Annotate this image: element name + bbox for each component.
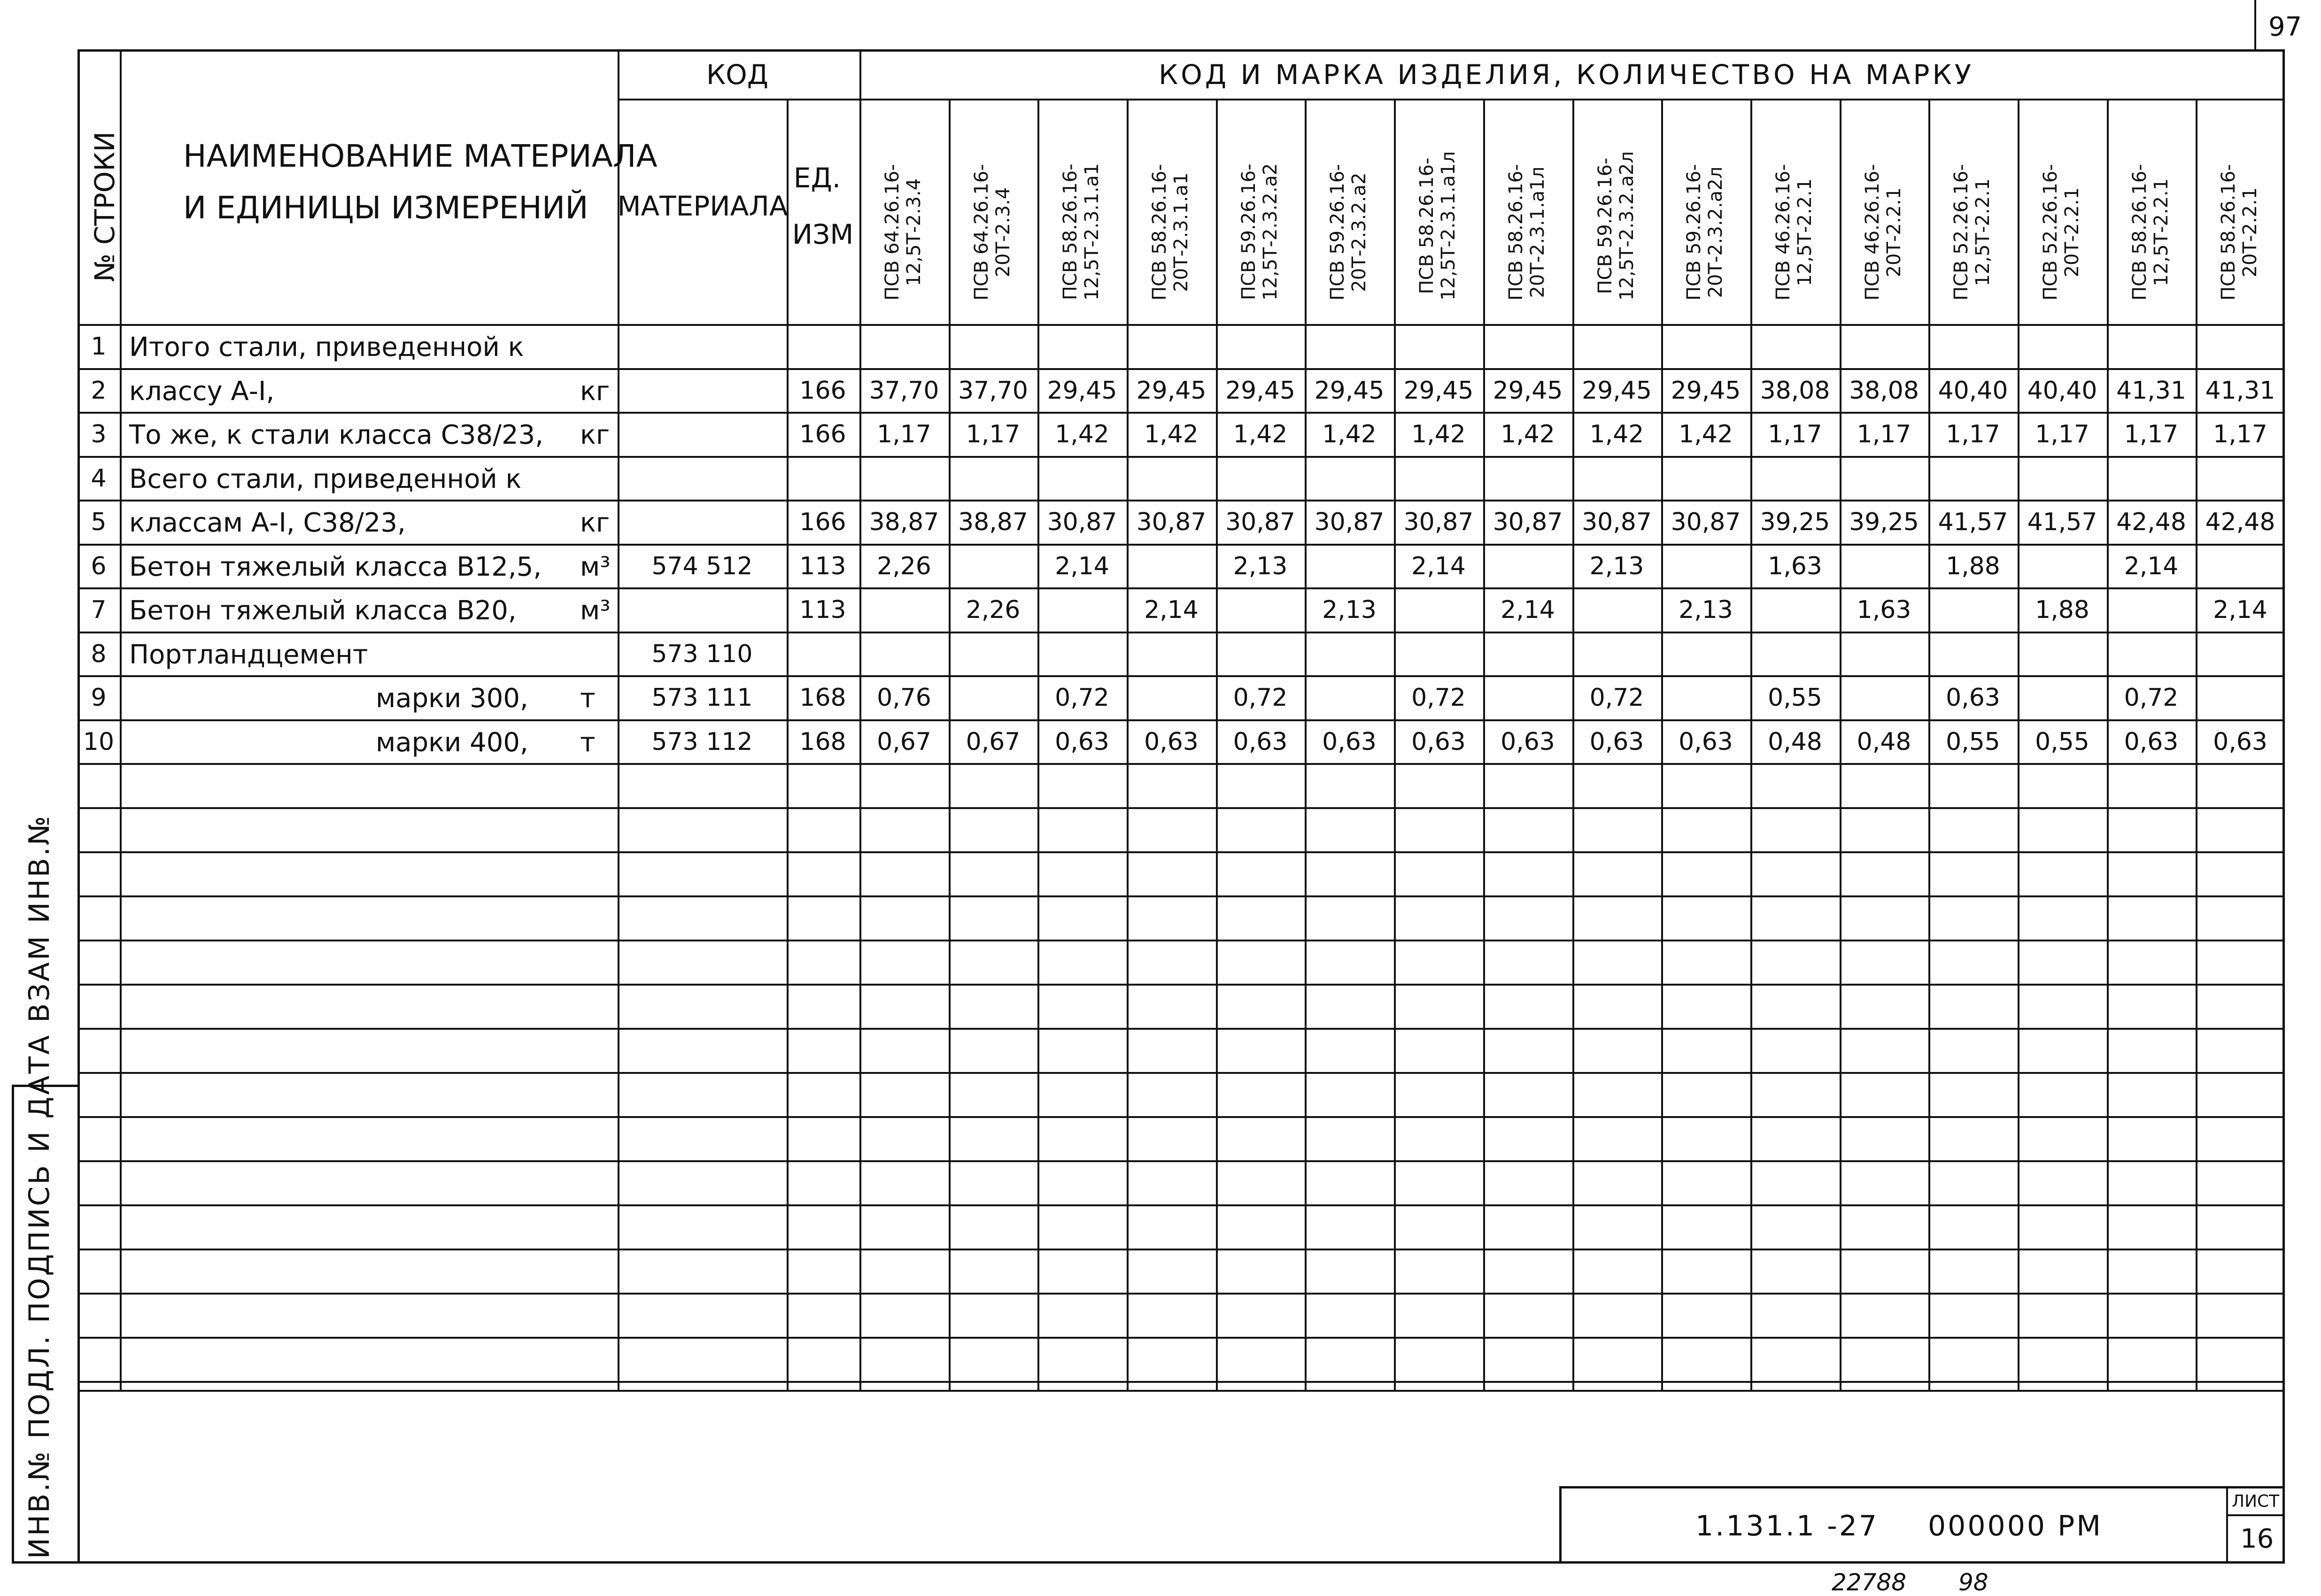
- row-value: 0,72: [1055, 684, 1109, 712]
- row-number: 8: [91, 640, 107, 668]
- header-name-line2: И ЕДИНИЦЫ ИЗМЕРЕНИЙ: [183, 190, 588, 226]
- header-kod: КОД: [706, 59, 769, 91]
- product-code-line: ПСВ 52.26.16-: [1950, 164, 1972, 301]
- row-value: 0,63: [1144, 728, 1199, 756]
- empty-row-line: [77, 1337, 2285, 1339]
- product-code-header: [2218, 164, 2261, 301]
- row-value: 38,87: [958, 508, 1028, 536]
- row-unit-code: 113: [799, 596, 846, 624]
- row-value: 29,45: [1047, 377, 1117, 405]
- row-name: классу А-I,: [129, 376, 275, 407]
- row-value: 2,13: [1322, 596, 1377, 624]
- row-number: 6: [91, 552, 107, 580]
- col-line-product: [2107, 99, 2109, 1390]
- row-value: 2,26: [966, 596, 1021, 624]
- row-value: 0,63: [1055, 728, 1109, 756]
- product-code-line: 20Т-2.2.1: [2239, 187, 2261, 278]
- row-value: 1,42: [1144, 420, 1199, 448]
- empty-row-line: [77, 851, 2285, 853]
- product-code-line: ПСВ 59.26.16-: [1238, 163, 1260, 301]
- col-line-product: [1572, 99, 1574, 1390]
- row-value: 30,87: [1314, 508, 1385, 536]
- row-value: 30,87: [1582, 508, 1652, 536]
- empty-row-line: [77, 1381, 2285, 1383]
- row-unit-label: т: [580, 727, 596, 758]
- row-value: 0,63: [1322, 728, 1377, 756]
- row-value: 0,72: [1411, 684, 1466, 712]
- header-unit-line1: ЕД.: [793, 162, 841, 194]
- row-value: 1,42: [1589, 420, 1644, 448]
- row-number: 1: [91, 332, 107, 361]
- row-value: 1,17: [2124, 420, 2179, 448]
- row-value: 1,17: [877, 420, 931, 448]
- empty-row-line: [77, 1204, 2285, 1206]
- row-value: 0,67: [877, 728, 931, 756]
- product-code-line: 12,5Т-2.2.1: [1794, 178, 1816, 286]
- row-value: 2,13: [1589, 552, 1644, 580]
- col-line-product: [1394, 99, 1396, 1390]
- row-line: [77, 719, 2285, 721]
- row-value: 37,70: [869, 377, 939, 405]
- row-value: 1,17: [1946, 420, 2000, 448]
- product-code-header: [1416, 151, 1459, 301]
- product-code-line: 12,5Т-2.3.2.а2л: [1616, 151, 1638, 301]
- col-line-product: [2196, 99, 2197, 1390]
- row-value: 0,63: [2124, 728, 2179, 756]
- row-value: 0,63: [1233, 728, 1288, 756]
- row-value: 0,72: [2124, 684, 2179, 712]
- row-name: классам А-I, С38/23,: [129, 508, 406, 538]
- product-code-line: 20Т-2.3.1.а1л: [1527, 166, 1548, 298]
- row-value: 2,26: [877, 552, 931, 580]
- col-line-material: [787, 99, 789, 1390]
- product-code-line: 12,5Т-2.3.1.а1л: [1438, 151, 1459, 301]
- product-code-line: 20Т-2.2.1: [2061, 187, 2083, 278]
- side-stamp: ИНВ.№ ПОДЛ. ПОДПИСЬ И ДАТА ВЗАМ ИНВ.№: [23, 814, 56, 1559]
- row-value: 30,87: [1403, 508, 1474, 536]
- row-value: 1,17: [2213, 420, 2267, 448]
- row-line: [77, 368, 2285, 370]
- row-value: 1,42: [1501, 420, 1555, 448]
- title-block-sheet-line: [2226, 1514, 2285, 1516]
- row-name: марки 400,: [376, 727, 528, 758]
- row-value: 1,42: [1233, 420, 1288, 448]
- col-line-product: [1840, 99, 1841, 1390]
- row-value: 1,63: [1857, 596, 1911, 624]
- col-line-product: [1483, 99, 1485, 1390]
- row-value: 2,14: [2124, 552, 2179, 580]
- product-code-line: 12,5Т-2.3.4: [903, 178, 925, 286]
- row-number: 3: [91, 420, 107, 448]
- row-unit-code: 166: [799, 420, 846, 448]
- row-value: 30,87: [1047, 508, 1117, 536]
- row-number: 5: [91, 508, 107, 536]
- product-code-line: ПСВ 64.26.16-: [882, 164, 903, 301]
- product-code-header: [1238, 163, 1281, 301]
- product-code-header: [971, 164, 1014, 301]
- product-code-header: [1772, 164, 1816, 301]
- product-code-line: 12,5Т-2.3.2.а2: [1259, 163, 1281, 301]
- row-value: 0,63: [1679, 728, 1733, 756]
- empty-row-line: [77, 1293, 2285, 1295]
- product-code-header: [1327, 164, 1370, 301]
- product-code-line: ПСВ 59.26.16-: [1327, 164, 1348, 301]
- product-code-line: 12,5Т-2.2.1: [1972, 178, 1994, 286]
- row-value: 1,42: [1679, 420, 1733, 448]
- empty-row-line: [77, 940, 2285, 941]
- row-unit-code: 168: [799, 684, 846, 712]
- row-value: 29,45: [1671, 377, 1741, 405]
- row-number: 2: [91, 377, 107, 405]
- row-value: 41,57: [2027, 508, 2097, 536]
- row-value: 1,42: [1322, 420, 1377, 448]
- header-material: МАТЕРИАЛА: [617, 190, 788, 222]
- row-line: [77, 456, 2285, 458]
- row-value: 30,87: [1493, 508, 1563, 536]
- row-unit-label: кг: [580, 508, 610, 538]
- product-code-line: ПСВ 52.26.16-: [2040, 164, 2061, 301]
- col-line-product: [1127, 99, 1129, 1390]
- title-block: [1559, 1486, 2285, 1564]
- bottom-note-id: 22788: [1832, 1569, 1907, 1596]
- row-value: 38,87: [869, 508, 939, 536]
- row-value: 42,48: [2116, 508, 2186, 536]
- product-code-line: ПСВ 46.26.16-: [1772, 164, 1794, 301]
- row-value: 2,14: [1144, 596, 1199, 624]
- row-value: 2,13: [1679, 596, 1733, 624]
- product-code-line: 20Т-2.3.2.а2: [1348, 172, 1370, 292]
- sheet-number: 16: [2240, 1524, 2274, 1554]
- row-value: 29,45: [1582, 377, 1652, 405]
- row-name: Бетон тяжелый класса В20,: [129, 595, 517, 626]
- title-block-divider: [2226, 1486, 2228, 1564]
- row-value: 0,72: [1589, 684, 1644, 712]
- product-code-line: ПСВ 58.26.16-: [1505, 164, 1527, 301]
- header-row-number: № СТРОКИ: [89, 131, 121, 282]
- product-code-line: ПСВ 59.26.16-: [1594, 157, 1616, 294]
- col-line-product: [949, 99, 951, 1390]
- row-value: 0,48: [1857, 728, 1911, 756]
- bottom-note-page: 98: [1958, 1569, 1988, 1596]
- row-value: 1,17: [1857, 420, 1911, 448]
- row-material-code: 573 112: [651, 728, 753, 756]
- row-value: 30,87: [1225, 508, 1295, 536]
- empty-row-line: [77, 1249, 2285, 1250]
- product-code-line: ПСВ 64.26.16-: [970, 164, 992, 301]
- product-code-header: [1149, 164, 1192, 301]
- row-material-code: 574 512: [651, 552, 753, 580]
- document-code: 1.131.1 -27: [1695, 1510, 1879, 1542]
- row-value: 1,42: [1411, 420, 1466, 448]
- row-material-code: 573 110: [651, 640, 753, 668]
- product-code-line: 20Т-2.2.1: [1883, 187, 1905, 278]
- row-unit-label: м³: [580, 595, 611, 626]
- row-value: 29,45: [1225, 377, 1295, 405]
- sheet-label: ЛИСТ: [2232, 1492, 2280, 1511]
- col-line-product: [1928, 99, 1930, 1390]
- product-code-line: ПСВ 58.26.16-: [1149, 164, 1170, 301]
- row-value: 1,17: [966, 420, 1021, 448]
- row-unit-code: 166: [799, 508, 846, 536]
- product-code-line: 12,5Т-2.2.1: [2150, 178, 2172, 286]
- row-unit-label: т: [580, 683, 596, 714]
- row-line: [77, 500, 2285, 501]
- row-value: 30,87: [1671, 508, 1741, 536]
- row-line: [77, 632, 2285, 633]
- row-name: Бетон тяжелый класса В12,5,: [129, 552, 542, 582]
- row-value: 38,08: [1760, 377, 1830, 405]
- product-code-line: ПСВ 59.26.16-: [1683, 164, 1705, 301]
- col-line-product: [2018, 99, 2019, 1390]
- row-name: Портландцемент: [129, 640, 368, 670]
- row-value: 39,25: [1849, 508, 1919, 536]
- header-unit-line2: ИЗМ: [792, 218, 854, 250]
- row-value: 0,55: [2035, 728, 2089, 756]
- row-line: [77, 763, 2285, 765]
- row-value: 29,45: [1403, 377, 1474, 405]
- row-value: 2,14: [2213, 596, 2267, 624]
- table-bottom-line: [77, 1390, 2285, 1392]
- product-code-line: 20Т-2.3.1.а1: [1170, 172, 1192, 292]
- product-code-line: 20Т-2.3.2.а2л: [1705, 166, 1726, 298]
- product-code-header: [1060, 163, 1103, 301]
- row-value: 1,42: [1055, 420, 1109, 448]
- row-name: марки 300,: [376, 683, 528, 714]
- header-products: КОД И МАРКА ИЗДЕЛИЯ, КОЛИЧЕСТВО НА МАРКУ: [1158, 59, 1974, 91]
- header-name-line1: НАИМЕНОВАНИЕ МАТЕРИАЛА: [183, 138, 658, 174]
- row-value: 0,48: [1768, 728, 1822, 756]
- row-value: 0,72: [1233, 684, 1288, 712]
- empty-row-line: [77, 807, 2285, 809]
- row-material-code: 573 111: [651, 684, 753, 712]
- row-value: 0,63: [1411, 728, 1466, 756]
- row-value: 29,45: [1493, 377, 1563, 405]
- col-line-product: [1750, 99, 1752, 1390]
- empty-row-line: [77, 1160, 2285, 1162]
- row-value: 42,48: [2205, 508, 2275, 536]
- row-value: 41,31: [2116, 377, 2186, 405]
- row-value: 30,87: [1136, 508, 1207, 536]
- row-value: 29,45: [1314, 377, 1385, 405]
- product-code-header: [882, 164, 925, 301]
- row-value: 41,31: [2205, 377, 2275, 405]
- row-number: 4: [91, 464, 107, 493]
- row-number: 10: [83, 728, 115, 756]
- row-name: Всего стали, приведенной к: [129, 464, 522, 494]
- product-code-line: ПСВ 46.26.16-: [1861, 164, 1883, 301]
- empty-row-line: [77, 1028, 2285, 1030]
- row-name: Итого стали, приведенной к: [129, 332, 524, 362]
- row-value: 1,17: [2035, 420, 2089, 448]
- row-value: 40,40: [2027, 377, 2097, 405]
- row-value: 39,25: [1760, 508, 1830, 536]
- document-suffix: 000000 РМ: [1928, 1510, 2103, 1542]
- col-line-product: [1216, 99, 1218, 1390]
- row-value: 40,40: [1938, 377, 2008, 405]
- row-value: 0,67: [966, 728, 1021, 756]
- row-unit-label: м³: [580, 552, 611, 582]
- row-value: 38,08: [1849, 377, 1919, 405]
- product-code-header: [1594, 151, 1638, 301]
- row-unit-code: 168: [799, 728, 846, 756]
- row-line: [77, 675, 2285, 677]
- empty-row-line: [77, 895, 2285, 897]
- col-line-name: [618, 49, 619, 1390]
- row-value: 1,88: [1946, 552, 2000, 580]
- row-unit-code: 113: [799, 552, 846, 580]
- row-unit-label: кг: [580, 420, 610, 450]
- product-code-line: ПСВ 58.26.16-: [2128, 164, 2151, 301]
- kod-header-line: [618, 99, 859, 100]
- col-line-product: [1037, 99, 1039, 1390]
- product-code-header: [1505, 164, 1548, 301]
- row-value: 1,17: [1768, 420, 1822, 448]
- product-code-header: [1683, 164, 1726, 301]
- product-code-line: ПСВ 58.26.16-: [1416, 157, 1438, 294]
- col-line-product: [1305, 99, 1307, 1390]
- product-code-line: ПСВ 58.26.16-: [1060, 163, 1081, 301]
- product-code-header: [1862, 164, 1905, 301]
- product-code-header: [2129, 164, 2172, 301]
- row-line: [77, 587, 2285, 589]
- header-bottom-line: [77, 324, 2285, 326]
- row-line: [77, 544, 2285, 546]
- row-value: 29,45: [1136, 377, 1207, 405]
- row-name: То же, к стали класса С38/23,: [129, 420, 544, 450]
- row-value: 2,14: [1411, 552, 1466, 580]
- row-value: 1,88: [2035, 596, 2089, 624]
- product-code-line: 20Т-2.3.4: [992, 187, 1014, 278]
- empty-row-line: [77, 1072, 2285, 1074]
- empty-row-line: [77, 984, 2285, 986]
- row-unit-label: кг: [580, 376, 610, 407]
- row-value: 2,14: [1501, 596, 1555, 624]
- product-code-header: [1950, 164, 1994, 301]
- row-value: 0,55: [1768, 684, 1822, 712]
- row-value: 0,63: [1946, 684, 2000, 712]
- row-value: 2,14: [1055, 552, 1109, 580]
- col-line-unit: [859, 49, 861, 1390]
- row-value: 0,63: [1501, 728, 1555, 756]
- row-number: 9: [91, 684, 107, 712]
- row-value: 2,13: [1233, 552, 1288, 580]
- row-line: [77, 412, 2285, 414]
- page-number-divider: [2254, 0, 2256, 52]
- row-value: 0,76: [877, 684, 931, 712]
- empty-row-line: [77, 1116, 2285, 1118]
- row-value: 37,70: [958, 377, 1028, 405]
- page-number: 97: [2268, 12, 2302, 42]
- product-code-line: ПСВ 58.26.16-: [2218, 164, 2239, 301]
- row-value: 0,63: [1589, 728, 1644, 756]
- row-value: 1,63: [1768, 552, 1822, 580]
- row-value: 0,63: [2213, 728, 2267, 756]
- row-value: 41,57: [1938, 508, 2008, 536]
- row-unit-code: 166: [799, 377, 846, 405]
- row-number: 7: [91, 596, 107, 624]
- row-value: 0,55: [1946, 728, 2000, 756]
- product-code-line: 12,5Т-2.3.1.а1: [1081, 163, 1103, 301]
- col-line-product: [1661, 99, 1663, 1390]
- product-code-header: [2040, 164, 2083, 301]
